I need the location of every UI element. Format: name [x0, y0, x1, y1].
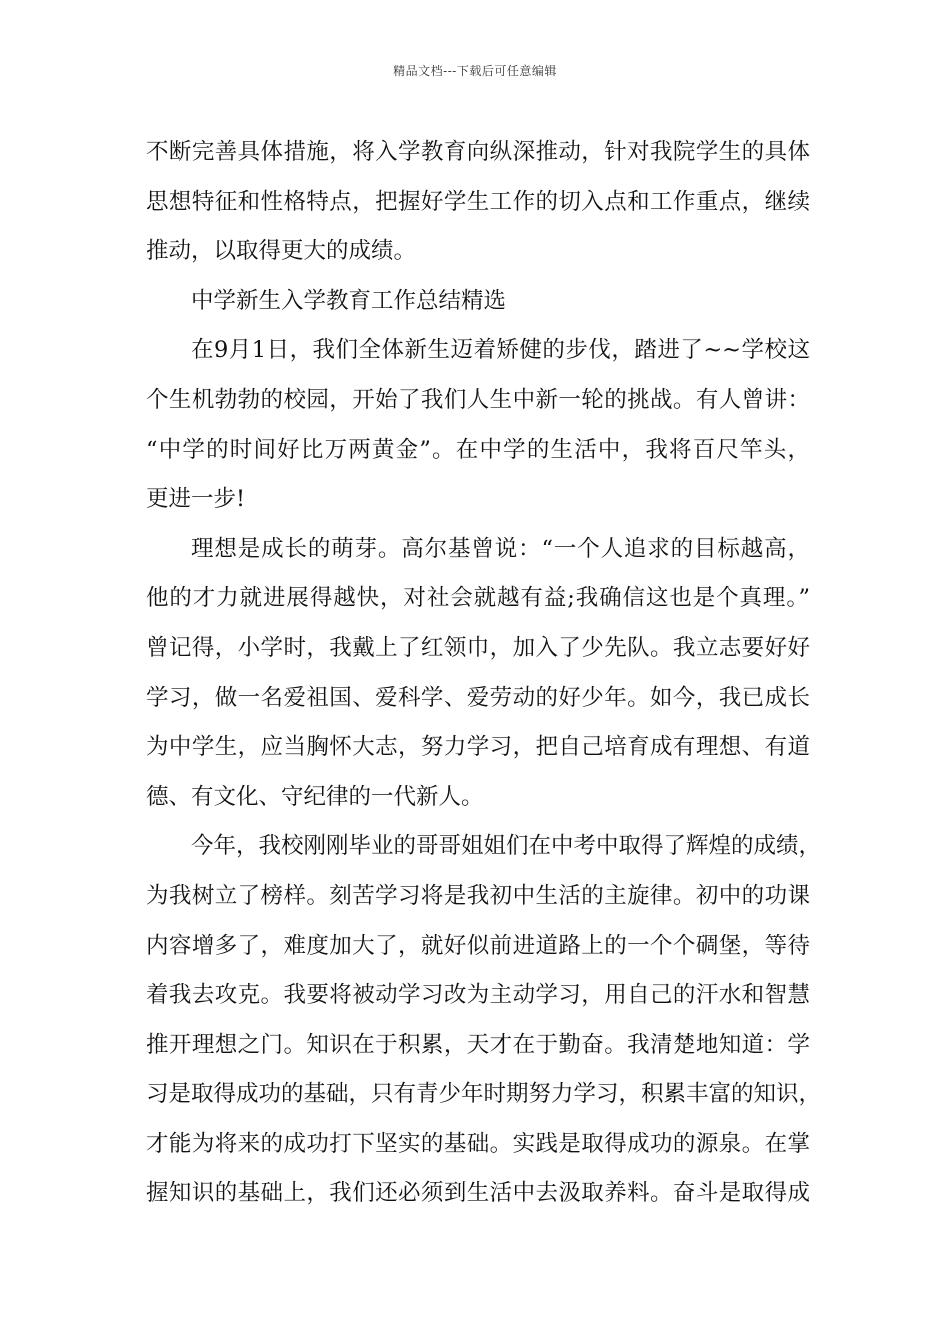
- text-line: 他的才力就进展得越快，对社会就越有益;我确信这也是个真理。”: [146, 585, 810, 612]
- text-line: “中学的时间好比万两黄金”。在中学的生活中，我将百尺竿头，: [146, 436, 810, 463]
- text-line: 不断完善具体措施，将入学教育向纵深推动，针对我院学生的具体: [146, 139, 810, 165]
- text-line: 学习，做一名爱祖国、爱科学、爱劳动的好少年。如今，我已成长: [146, 684, 810, 711]
- text-line: 推开理想之门。知识在于积累，天才在于勤奋。我清楚地知道：学: [146, 1031, 810, 1058]
- text-line: 理想是成长的萌芽。高尔基曾说：“一个人追求的目标越高，: [191, 535, 810, 562]
- section-title: 中学新生入学教育工作总结精选: [191, 287, 507, 314]
- text-line: 习是取得成功的基础，只有青少年时期努力学习，积累丰富的知识，: [146, 1081, 822, 1108]
- text-line: 今年，我校刚刚毕业的哥哥姐姐们在中考中取得了辉煌的成绩，: [191, 833, 822, 860]
- text-line: 推动，以取得更大的成绩。: [146, 238, 417, 265]
- text-line: 在9月1日，我们全体新生迈着矫健的步伐，踏进了~~学校这: [191, 337, 810, 364]
- text-line: 曾记得，小学时，我戴上了红领巾，加入了少先队。我立志要好好: [146, 634, 810, 661]
- page-header: 精品文档---下载后可任意编辑: [393, 64, 557, 78]
- document-body: [146, 128, 822, 1219]
- text-line: 个生机勃勃的校园，开始了我们人生中新一轮的挑战。有人曾讲：: [146, 386, 810, 413]
- text-line: 才能为将来的成功打下坚实的基础。实践是取得成功的源泉。在掌: [146, 1130, 810, 1157]
- text-line: 为中学生，应当胸怀大志，努力学习，把自己培育成有理想、有道: [146, 734, 810, 761]
- text-line: 为我树立了榜样。刻苦学习将是我初中生活的主旋律。初中的功课: [146, 882, 810, 909]
- text-line: 德、有文化、守纪律的一代新人。: [146, 783, 484, 810]
- text-line: 更进一步!: [146, 486, 246, 513]
- text-line: 内容增多了，难度加大了，就好似前进道路上的一个个碉堡，等待: [146, 932, 810, 959]
- text-line: 着我去攻克。我要将被动学习改为主动学习，用自己的汗水和智慧: [146, 982, 810, 1009]
- text-line: 思想特征和性格特点，把握好学生工作的切入点和工作重点，继续: [146, 188, 810, 215]
- text-line: 握知识的基础上，我们还必须到生活中去汲取养料。奋斗是取得成: [146, 1180, 810, 1207]
